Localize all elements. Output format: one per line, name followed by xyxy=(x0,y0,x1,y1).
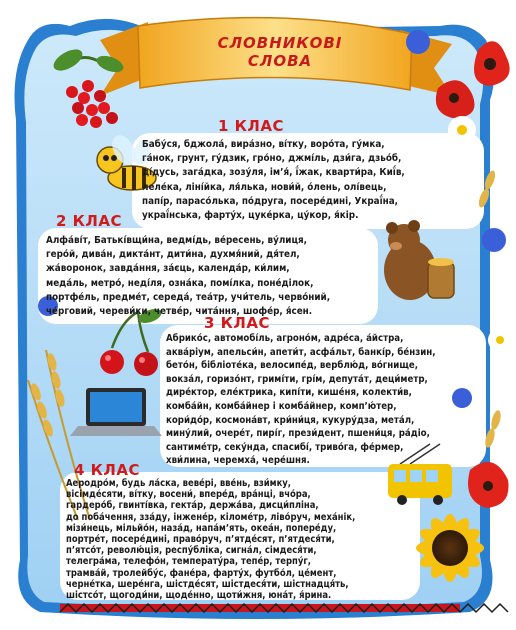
title-line-1: СЛОВНИКОВІ xyxy=(217,34,343,52)
words-grade-2: Алфа́ві́т, Батькі́вщи́на, ведмі́дь, ве́ресень, ву́лиця, геро́й, дива́н, дикта́нт, дити́на, духмя́ний, дя́тел, жа́воронок, завда́ння, за́єць, календа́р, ки́лим, меда́ль, метро́, неді́ля, озна́ка, помі́лка, поне́ділок, портфе́ль, предме́т, середа́, теа́тр, учи́тель, черво́ний, че́рговий, череви́ки, четве́р, чита́ння, шофе́р, я́сен. xyxy=(46,235,331,318)
words-grade-1: Бабу́ся, бджола́, вира́зно, ві́тку, воро́та, гу́мка, га́нок, грунт, гу́дзик, гро́но, джмі́ль, дзи́га, дзьо́б, ді́дусь, зага́дка, зозу́ля, ім’я́, ї́жак, кварти́ра, Киї́в, леле́ка, ліні́йка, ля́лька, нови́й, о́лень, олі́вець, папі́р, парасо́лька, по́друга, посере́дині, Украї́на, украї́нська, фарту́х, цуке́рка, цу́кор, я́кір. xyxy=(142,139,405,222)
words-grade-4: Аеродро́м, будь ла́ска, веве́рі, вве́нь, взи́мку, вісімде́сяти, ві́тку, восени́, впере́д, вра́нці, вчо́ра, гардеро́б, гвинті́вка, гекта́р, держа́ва, дисци́пліна, до поба́чення, зза́ду, інжене́р, кіломе́тр, ліво́руч, меха́нік, мізи́нець, мільйо́н, наза́д, напа́м’ять, океа́н, попере́ду, портре́т, посере́дині, право́руч, п’ятде́сят, п’ятдеся́ти, п’ятсо́т, револю́ція, респу́бліка, сигна́л, сімдеся́ти, телегра́ма, телефо́н, температу́ра, тепе́р, терпу́г, трамва́й, тролейбу́с, фане́ра, фарту́х, футбо́л, це́мент, черне́тка, шере́нга, шістде́сят, шістдеся́ти, шістнадця́ть, шістсо́т, щогоди́ни, щоде́нно, щоти́жня, юна́т, я́рина. xyxy=(66,478,356,602)
embroidery-border xyxy=(60,604,508,612)
heading-grade-4: 4 КЛАС xyxy=(74,461,140,479)
heading-grade-2: 2 КЛАС xyxy=(56,212,122,230)
poster-title xyxy=(170,34,390,70)
words-grade-3: Абрико́с, автомобі́ль, агроно́м, адре́са, а́йстра, аква́ріум, апельси́н, апети́т, асфа́льт, банкі́р, бе́нзин, бето́н, бібліоте́ка, велосипе́д, верблю́д, во́гнище, вокза́л, горизо́нт, гримі́ти, грі́м, депута́т, деци́метр, дире́ктор, еле́ктрика, кипі́ти, кише́ня, колекти́в, комба́йн, комба́йнер і комба́йнер, комп’ю́тер, кори́до́р, космона́вт, кри́ни́ця, кукуру́дза, мета́л, мину́лий, очере́т, пирі́г, прези́дент, пшени́ця, ра́діо, сантиме́тр, секу́нда, спасибі́, триво́га, фе́рмер, хви́лина, черемха́, чере́шня. xyxy=(166,333,436,467)
heading-grade-1: 1 КЛАС xyxy=(218,117,284,135)
title-line-2: СЛОВА xyxy=(247,52,313,70)
heading-grade-3: 3 КЛАС xyxy=(204,314,270,332)
